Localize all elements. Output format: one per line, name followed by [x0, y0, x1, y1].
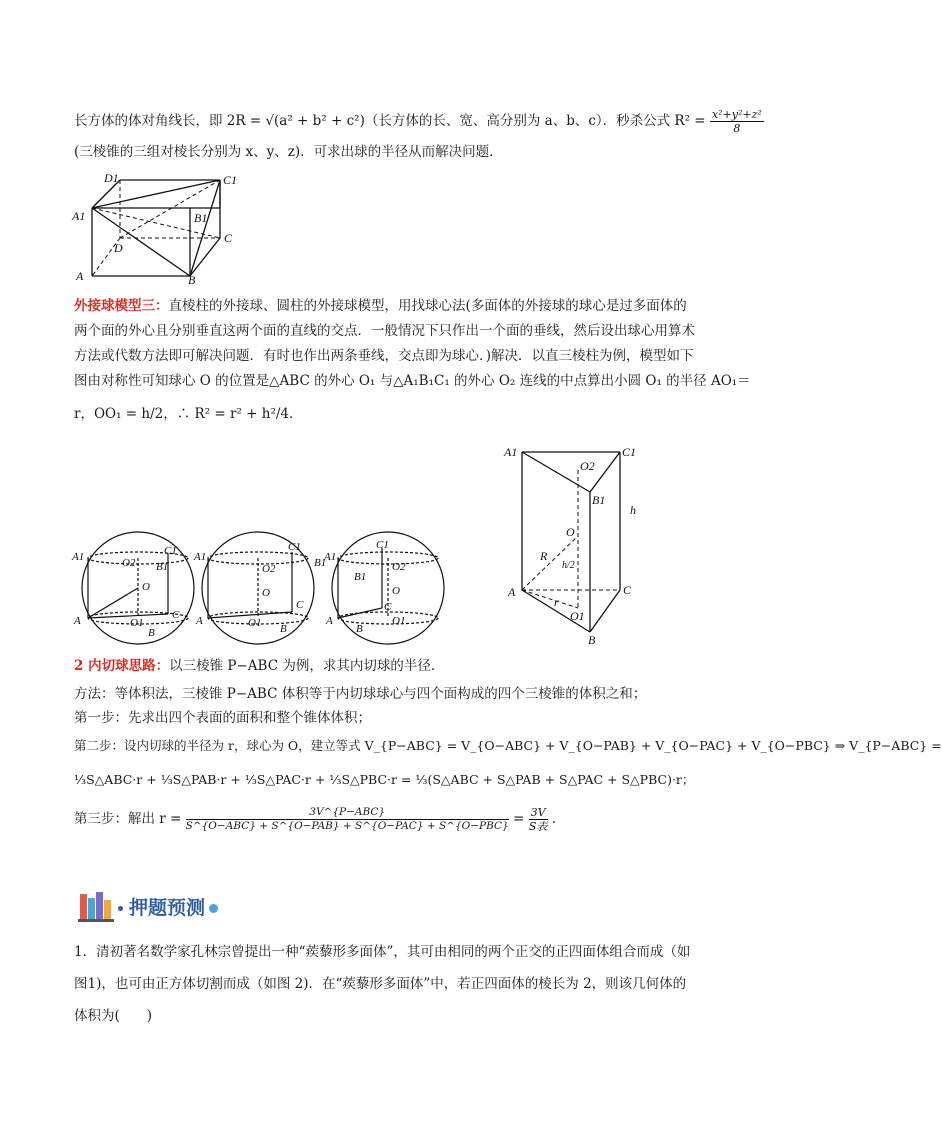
label-D1: D1 — [104, 171, 119, 185]
label-C: C — [224, 231, 233, 245]
s2-label-O: O — [262, 587, 270, 599]
label-B1: B1 — [194, 211, 208, 225]
step3-result-fraction — [529, 806, 548, 833]
section-title: 押题预测 — [129, 896, 206, 919]
prism-label-O2: O2 — [580, 459, 595, 473]
question1-line-1: 1．清初著名数学家孔林宗曾提出一种“蒺藜形多面体”，其可由相同的两个正交的正四面体组合而成（如 — [74, 944, 691, 960]
model3-line-5: r，OO₁ = h/2，∴ R² = r² + h²/4． — [74, 406, 303, 422]
prism-label-h: h — [630, 503, 636, 517]
label-C1: C1 — [223, 173, 238, 187]
prism-label-C: C — [623, 583, 632, 597]
inscribed-method: 方法：等体积法，三棱锥 P−ABC 体积等于内切球球心与四个面构成的四个三棱锥的体积之和； — [74, 686, 647, 702]
s1-label-B: B — [148, 627, 155, 639]
s1-label-B1: B1 — [156, 561, 169, 573]
step3-result-numerator: 3V — [530, 806, 546, 819]
inscribed-title-line — [74, 656, 724, 676]
inscribed-step2a: 第二步：设内切球的半径为 r，球心为 O，建立等式 V_{P−ABC} = V_{O−ABC} + V_{O−PAB} + V_{O−PAC} + V_{O−PBC} ⇒ V_{P−ABC} = — [74, 738, 942, 753]
model3-line-1 — [74, 296, 724, 316]
prism-label-O: O — [566, 525, 575, 539]
inscribed-step1: 第一步：先求出四个表面的面积和整个锥体体积； — [74, 710, 371, 726]
s1-label-A: A — [74, 615, 81, 627]
inscribed-step3: 第三步：解出 r = 3V^{P−ABC} S^{O−ABC} + S^{O−PAB} + S^{O−PAC} + S^{O−PBC} = 3V S表 . — [74, 806, 557, 833]
label-D: D — [114, 241, 123, 255]
s3-label-O2: O2 — [392, 561, 406, 573]
prism-label-O1: O1 — [570, 609, 585, 623]
inscribed-title: 2 内切球思路： — [74, 658, 170, 674]
s1-label-A1: A1 — [72, 551, 85, 563]
cuboid-figure — [70, 168, 250, 286]
model3-line-4: 图由对称性可知球心 O 的位置是△ABC 的外心 O₁ 与△A₁B₁C₁ 的外心 O₂ 连线的中点算出小圆 O₁ 的半径 AO₁＝ — [74, 373, 751, 389]
s1-label-C: C — [172, 609, 180, 621]
books-icon — [78, 890, 114, 922]
s1-label-O1: O1 — [130, 617, 144, 629]
intro-text: 长方体的体对角线长，即 2R = √(a² + b² + c²)（长方体的长、宽、高分别为 a、b、c）．秒杀公式 R² = — [74, 113, 710, 129]
label-B: B — [188, 273, 196, 287]
step3-denominator: S^{O−ABC} + S^{O−PAB} + S^{O−PAC} + S^{O−PBC} — [185, 820, 509, 832]
s3-label-C: C — [384, 601, 392, 613]
s2-label-C1: C1 — [288, 541, 301, 553]
model3-text-1: 直棱柱的外接球、圆柱的外接球模型，用找球心法(多面体的外接球的球心是过多面体的 — [168, 298, 687, 314]
inscribed-title-rest: 以三棱锥 P−ABC 为例，求其内切球的半径． — [169, 658, 445, 674]
s1-label-O2: O2 — [122, 557, 136, 569]
step3-numerator: 3V^{P−ABC} — [186, 806, 509, 820]
s3-label-C1: C1 — [376, 539, 389, 551]
intro-line-1 — [74, 108, 762, 135]
title-dot-icon — [209, 904, 218, 913]
prism-label-r: r — [554, 595, 559, 609]
s3-label-O: O — [392, 585, 400, 597]
s3-label-A1: A1 — [324, 551, 337, 563]
question1-line-3: 体积为( ) — [74, 1008, 153, 1024]
s2-label-A1: A1 — [194, 551, 207, 563]
s3-label-O1: O1 — [392, 615, 406, 627]
model3-title: 外接球模型三： — [74, 298, 169, 314]
s2-label-A: A — [196, 615, 203, 627]
step3-prefix: 第三步：解出 r = — [74, 811, 186, 827]
prism-label-A: A — [508, 585, 516, 599]
s2-label-B1: B1 — [314, 557, 327, 569]
label-A: A — [76, 269, 84, 283]
prism-label-h-half: h/2 — [562, 560, 575, 571]
label-A1: A1 — [72, 209, 86, 223]
s2-label-O2: O2 — [262, 563, 276, 575]
secret-formula-fraction — [710, 108, 764, 135]
step3-result-denominator: S表 — [528, 820, 548, 833]
spheres-figure — [70, 528, 460, 646]
model3-line-2: 两个面的外心且分别垂直这两个面的直线的交点．一般情况下只作出一个面的垂线，然后设出球心用算术 — [74, 323, 695, 339]
prism-label-R: R — [540, 549, 548, 563]
prism-label-B1: B1 — [592, 493, 606, 507]
s2-label-O1: O1 — [248, 617, 262, 629]
s3-label-A: A — [326, 615, 333, 627]
s2-label-B: B — [280, 623, 287, 635]
question1-line-2: 图1)，也可由正方体切割而成（如图 2)．在“蒺藜形多面体”中，若正四面体的棱长为 2，则该几何体的 — [74, 976, 687, 992]
section-header — [78, 886, 218, 926]
formula-numerator: x²+y²+z² — [711, 108, 762, 121]
s3-label-B1: B1 — [354, 571, 367, 583]
s2-label-C: C — [296, 599, 304, 611]
prism-figure — [500, 440, 660, 650]
inscribed-step2b: ⅓S△ABC·r + ⅓S△PAB·r + ⅓S△PAC·r + ⅓S△PBC·r = ⅓(S△ABC + S△PAB + S△PAC + S△PBC)·r； — [74, 772, 695, 787]
model3-line-3: 方法或代数方法即可解决问题．有时也作出两条垂线，交点即为球心．)解决．以直三棱柱为例，模型如下 — [74, 348, 694, 364]
s1-label-C1: C1 — [164, 545, 177, 557]
formula-denominator: 8 — [733, 122, 741, 135]
prism-label-A1: A1 — [504, 445, 518, 459]
prism-label-B: B — [588, 633, 596, 647]
s1-label-O: O — [142, 581, 150, 593]
step3-fraction — [186, 806, 509, 833]
prism-label-C1: C1 — [622, 445, 637, 459]
separator-dot — [118, 906, 123, 911]
intro-line-2: (三棱锥的三组对棱长分别为 x、y、z)．可求出球的半径从而解决问题． — [74, 144, 503, 160]
s3-label-B: B — [356, 623, 363, 635]
